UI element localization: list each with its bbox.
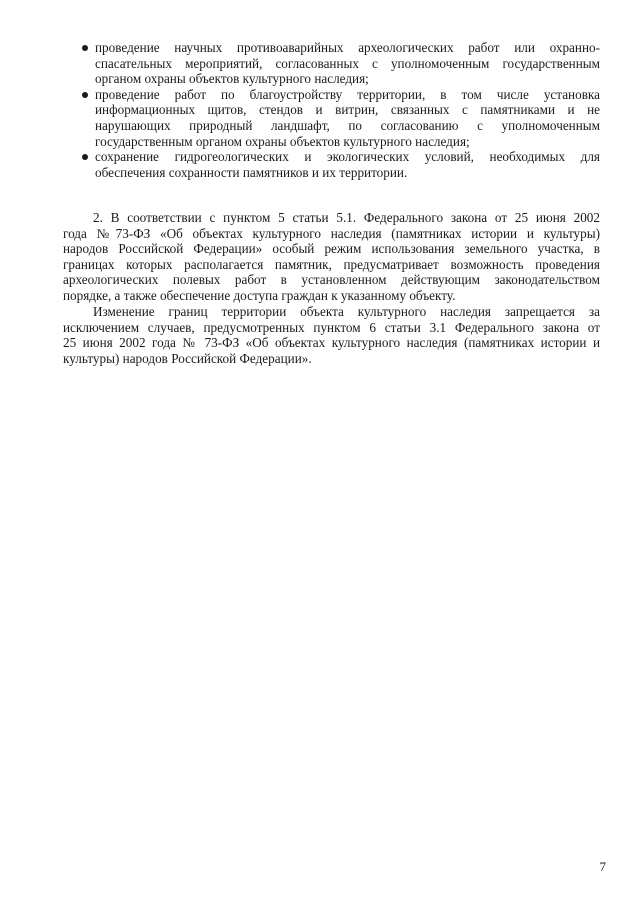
- text-line: границах которых располагается памятник, предусматривает возможность проведения: [63, 256, 600, 272]
- text-line: государственным органом охраны объектов культурного наследия;: [95, 133, 470, 149]
- page-number: 7: [599, 859, 606, 874]
- bullet-icon: [82, 154, 88, 160]
- list-item: [82, 149, 600, 180]
- text-line: культуры) народов Российской Федерации».: [63, 350, 312, 366]
- text-line: информационных щитов, стендов и витрин, связанных с памятниками и не: [95, 102, 600, 118]
- text-line: проведение научных противоаварийных археологических работ или охранно-: [95, 40, 600, 55]
- text-line: 2. В соответствии с пунктом 5 статьи 5.1. Федерального закона от 25 июня 2002: [93, 210, 600, 225]
- text-line: археологических полевых работ в установленном действующим законодательством: [63, 272, 600, 288]
- text-line: нарушающих природный ландшафт, по согласованию с уполномоченным: [95, 117, 600, 133]
- text-line: проведение работ по благоустройству территории, в том числе установка: [95, 86, 600, 102]
- text-line: обеспечения сохранности памятников и их территории.: [95, 164, 408, 180]
- bullet-list: [82, 40, 600, 180]
- text-line: сохранение гидрогеологических и экологических условий, необходимых для: [95, 149, 600, 165]
- bullet-icon: [82, 45, 88, 51]
- text-line: Изменение границ территории объекта культурного наследия запрещается за: [93, 304, 600, 319]
- paragraph: [63, 210, 600, 304]
- text-line: 25 июня 2002 года № 73-ФЗ «Об объектах культурного наследия (памятниках истории и: [63, 335, 600, 351]
- text-line: органом охраны объектов культурного наследия;: [95, 71, 369, 87]
- list-item: [82, 40, 600, 87]
- list-item: [82, 87, 600, 149]
- text-line: исключением случаев, предусмотренных пунктом 6 статьи 3.1 Федерального закона от: [63, 319, 600, 335]
- text-line: порядке, а также обеспечение доступа граждан к указанному объекту.: [63, 287, 456, 303]
- text-line: года №73-ФЗ «Об объектах культурного наследия (памятниках истории и культуры): [63, 225, 600, 241]
- paragraph: [63, 304, 600, 366]
- text-line: народов Российской Федерации» особый режим использования земельного участка, в: [63, 241, 600, 257]
- bullet-icon: [82, 92, 88, 98]
- text-line: спасательных мероприятий, согласованных с уполномоченным государственным: [95, 55, 600, 71]
